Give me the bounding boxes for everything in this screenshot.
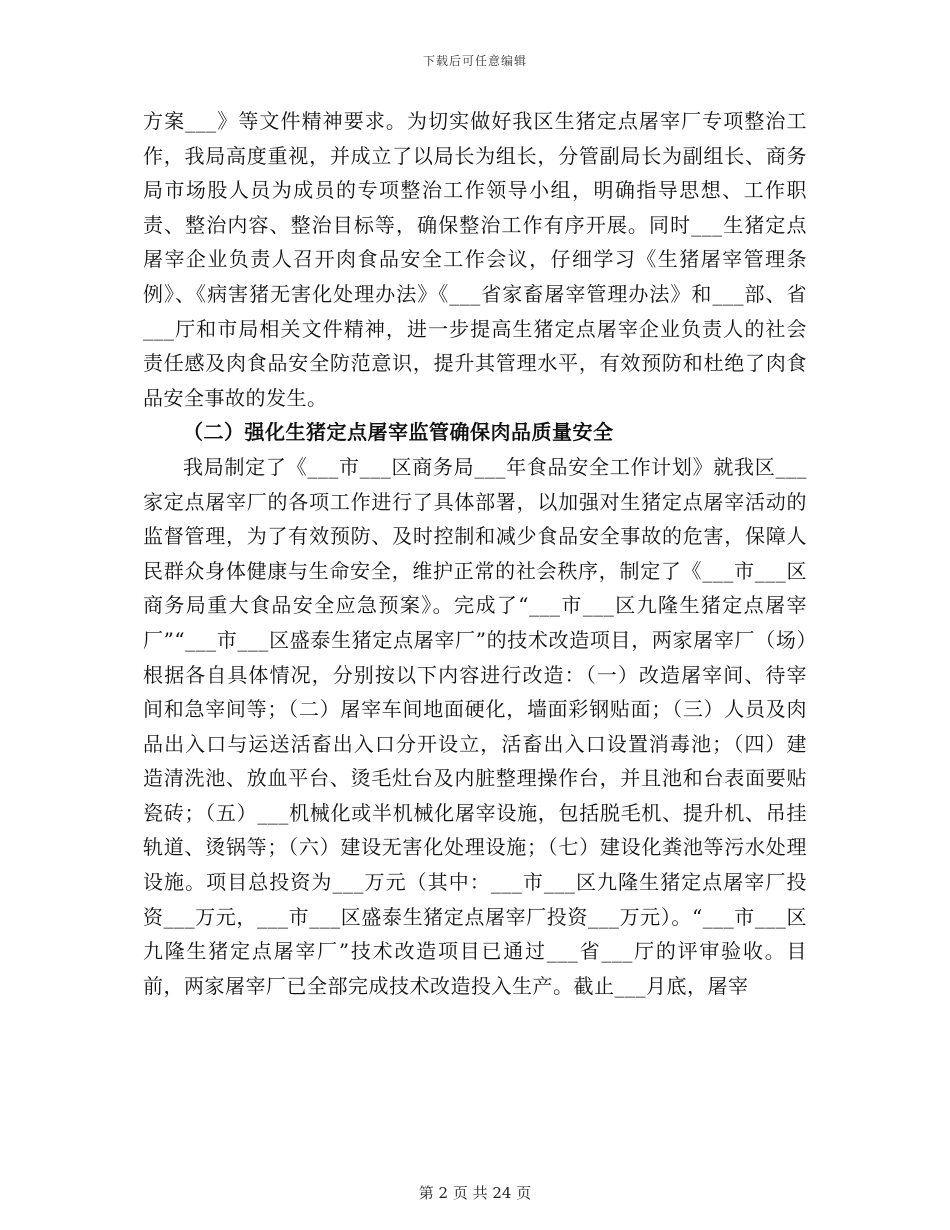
page-header-note: 下载后可任意编辑 [422, 54, 527, 68]
document-body [143, 104, 807, 1003]
section-heading: （二）强化生猪定点屠宰监管确保肉品质量安全 [183, 420, 614, 445]
body-paragraph: 我局制定了《___市___区商务局___年食品安全工作计划》就我区___家定点屠宰厂的各项工作进行了具体部署，以加强对生猪定点屠宰活动的监督管理，为了有效预防、及时控制和减少食品安全事故的危害，保障人民群众身体健康与生命安全，维护正常的社会秩序，制定了《___市___区商务局重大食品安全应急预案》。完成了“___市___区九隆生猪定点屠宰厂”“___市___区盛泰生猪定点屠宰厂”的技术改造项目，两家屠宰厂（场）根据各自具体情况，分别按以下内容进行改造：（一）改造屠宰间、待宰间和急宰间等；（二）屠宰车间地面硬化，墙面彩钢贴面；（三）人员及肉品出入口与运送活畜出入口分开设立，活畜出入口设置消毒池；（四）建造清洗池、放血平台、烫毛灶台及内脏整理操作台，并且池和台表面要贴瓷砖；（五）___机械化或半机械化屠宰设施，包括脱毛机、提升机、吊挂轨道、烫锅等；（六）建设无害化处理设施；（七）建设化粪池等污水处理设施。项目总投资为___万元（其中：___市___区九隆生猪定点屠宰厂投资___万元，___市___区盛泰生猪定点屠宰厂投资___万元）。“___市___区九隆生猪定点屠宰厂”技术改造项目已通过___省___厅的评审验收。目前，两家屠宰厂已全部完成技术改造投入生产。截止___月底，屠宰 [143, 454, 807, 998]
page-number: 第 2 页 共 24 页 [418, 1184, 532, 1202]
body-paragraph: 方案___》等文件精神要求。为切实做好我区生猪定点屠宰厂专项整治工作，我局高度重视，并成立了以局长为组长，分管副局长为副组长、商务局市场股人员为成员的专项整治工作领导小组，明确指导思想、工作职责、整治内容、整治目标等，确保整治工作有序开展。同时___生猪定点屠宰企业负责人召开肉食品安全工作会议，仔细学习《生猪屠宰管理条例》、《病害猪无害化处理办法》《___省家畜屠宰管理办法》和___部、省___厅和市局相关文件精神，进一步提高生猪定点屠宰企业负责人的社会责任感及肉食品安全防范意识，提升其管理水平，有效预防和杜绝了肉食品安全事故的发生。 [143, 109, 807, 410]
